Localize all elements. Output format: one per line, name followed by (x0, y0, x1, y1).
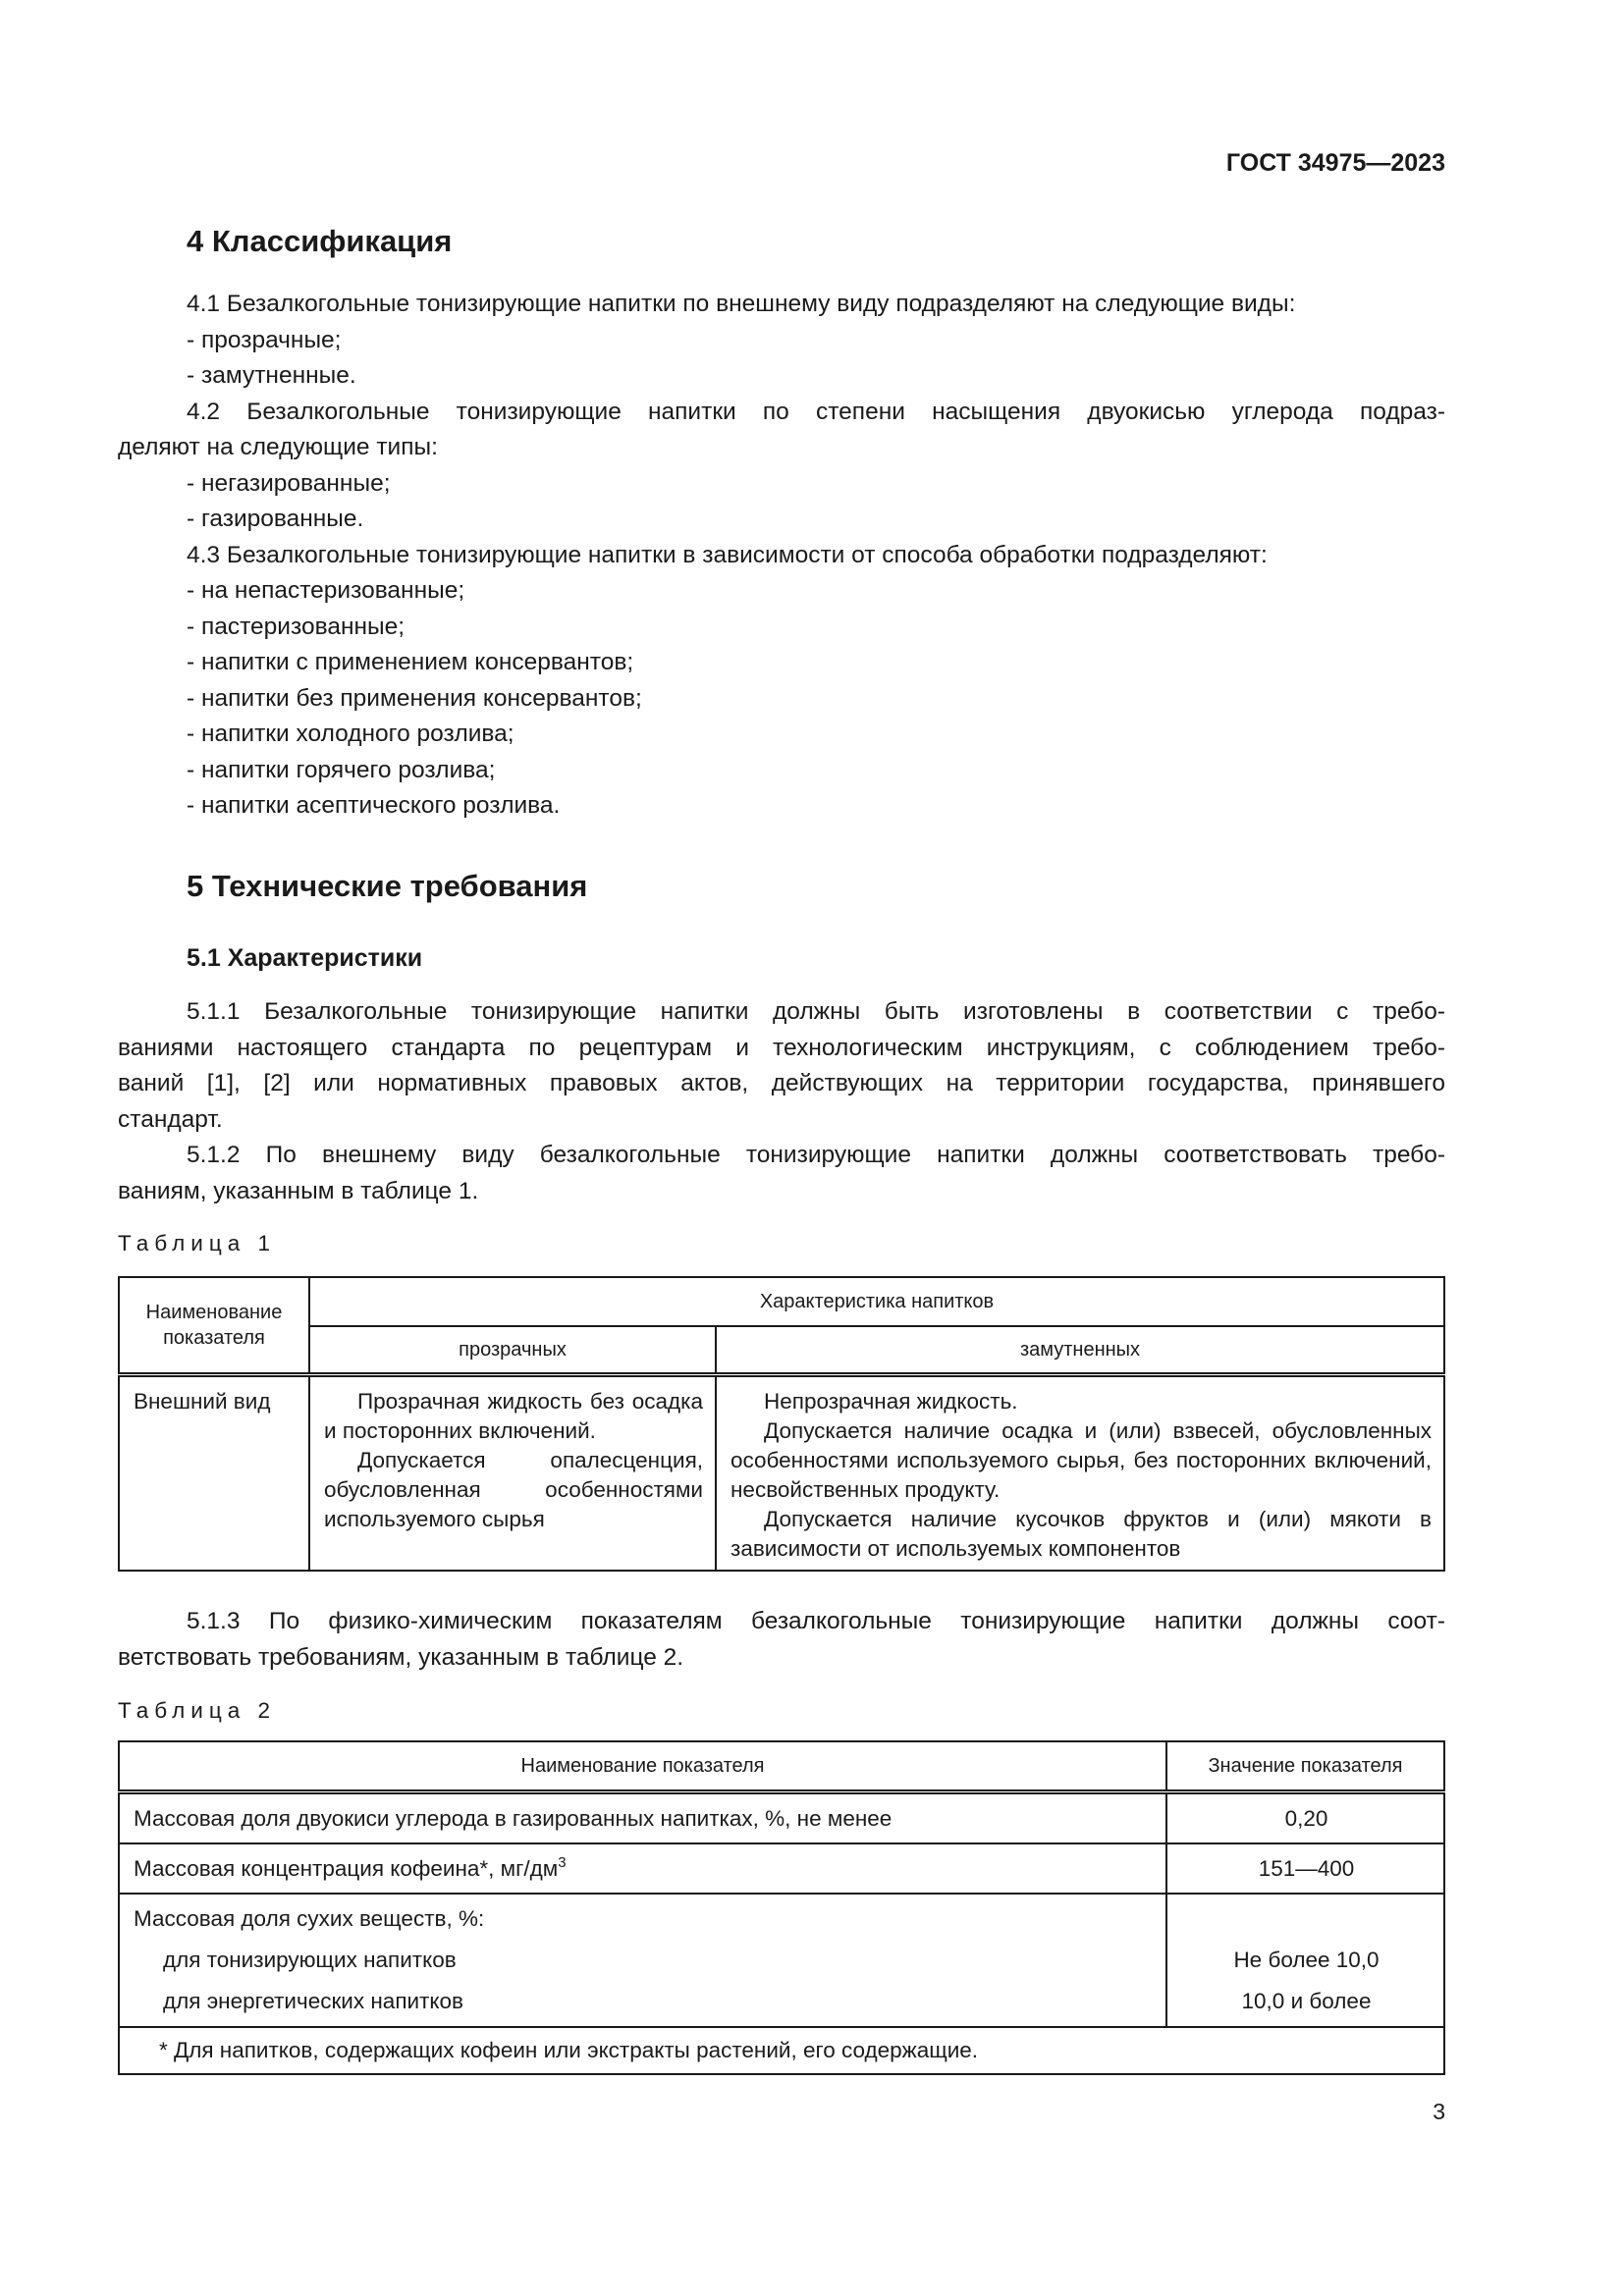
table-row-group: Массовая доля сухих веществ, %: для тонизирующих напитков для энергетических напитков Не более 10,0 10,0 и более (119, 1894, 1444, 2027)
list-item: - прозрачные; (187, 326, 342, 353)
table-footnote-row (119, 2027, 1444, 2074)
subsection-5-1-heading: 5.1 Характеристики (187, 944, 423, 972)
table-header-clear: прозрачных (309, 1326, 716, 1375)
list-item: - напитки без применения консервантов; (187, 684, 642, 712)
footnote: * Для напитков, содержащих кофеин или экстракты растений, его содержащие. (119, 2027, 1444, 2074)
document-code: ГОСТ 34975—2023 (1225, 149, 1445, 177)
paragraph-4-2-line1: 4.2 Безалкогольные тонизирующие напитки по степени насыщения двуокисью углерода подраз- (187, 398, 1445, 425)
table-row: Массовая доля двуокиси углерода в газированных напитках, %, не менее 0,20 (119, 1792, 1444, 1844)
paragraph-4-3: 4.3 Безалкогольные тонизирующие напитки в зависимости от способа обработки подразделяют: (187, 541, 1268, 568)
table-header-group: Характеристика напитков (309, 1277, 1444, 1326)
table-row (119, 1375, 1444, 1572)
section-4-heading: 4 Классификация (187, 224, 453, 258)
paragraph-4-2-line2: деляют на следующие типы: (118, 434, 438, 460)
list-item: - напитки горячего розлива; (187, 756, 496, 783)
table-2 (118, 1740, 1445, 2075)
page-number: 3 (1433, 2099, 1445, 2124)
table-header-name: Наименование показателя (119, 1741, 1166, 1792)
cloudy-description: Непрозрачная жидкость. Допускается наличие осадка и (или) взвесей, обусловленных особенностями используемого сырья, без посторонних включений, несвойственных продукту. Допускается наличие кусочков фруктов и (или) мякоти в зависимости от используемых компонентов (716, 1375, 1444, 1572)
table-1 (118, 1276, 1445, 1572)
paragraph-5-1-2: 5.1.2 По внешнему виду безалкогольные тонизирующие напитки должны соответствовать требо- (187, 1142, 1445, 1168)
list-item: - негазированные; (187, 469, 391, 497)
list-item: - на непастеризованные; (187, 577, 465, 604)
list-item: - замутненные. (187, 362, 356, 389)
table-1-caption: Таблица 1 (118, 1231, 276, 1255)
table-header-value: Значение показателя (1166, 1741, 1444, 1792)
list-item: - напитки холодного розлива; (187, 721, 514, 747)
row-name: Внешний вид (119, 1375, 309, 1572)
clear-description: Прозрачная жидкость без осадка и посторонних включений. Допускается опалесценция, обусловленная особенностями используемого сырья (309, 1375, 716, 1572)
paragraph-4-1: 4.1 Безалкогольные тонизирующие напитки по внешнему виду подразделяют на следующие виды: (187, 291, 1296, 317)
paragraph-5-1-3: 5.1.3 По физико-химическим показателям безалкогольные тонизирующие напитки должны соот- ветствовать требованиям, указанным в таблице 2. (118, 1608, 1445, 1671)
list-item: - газированные. (187, 506, 364, 532)
paragraph-5-1-1: 5.1.1 Безалкогольные тонизирующие напитки должны быть изготовлены в соответствии с требо- ваниями настоящего стандарта по рецептурам и технологическим инструкциям, с соблюдением требо- ваний [1], [2] или нормативных правовых актов, действующих на территории государства, принявшего стандарт. 5.1.2 По внешнему виду безалкогольные тонизирующие напитки должны соответствовать требо- ваниям, указанным в таблице 1. (118, 998, 1445, 1204)
table-header-cloudy: замутненных (716, 1326, 1444, 1375)
list-item: - напитки асептического розлива. (187, 792, 561, 819)
list-item: - напитки с применением консервантов; (187, 649, 634, 675)
section-5-heading: 5 Технические требования (187, 869, 588, 903)
table-2-caption: Таблица 2 (118, 1698, 276, 1723)
section-4-body (118, 287, 1445, 825)
table-header-name: Наименование показателя (119, 1277, 309, 1375)
table-row: Массовая концентрация кофеина*, $мг/дм^3$ 151—400 (119, 1843, 1444, 1894)
list-item: - пастеризованные; (187, 613, 406, 640)
